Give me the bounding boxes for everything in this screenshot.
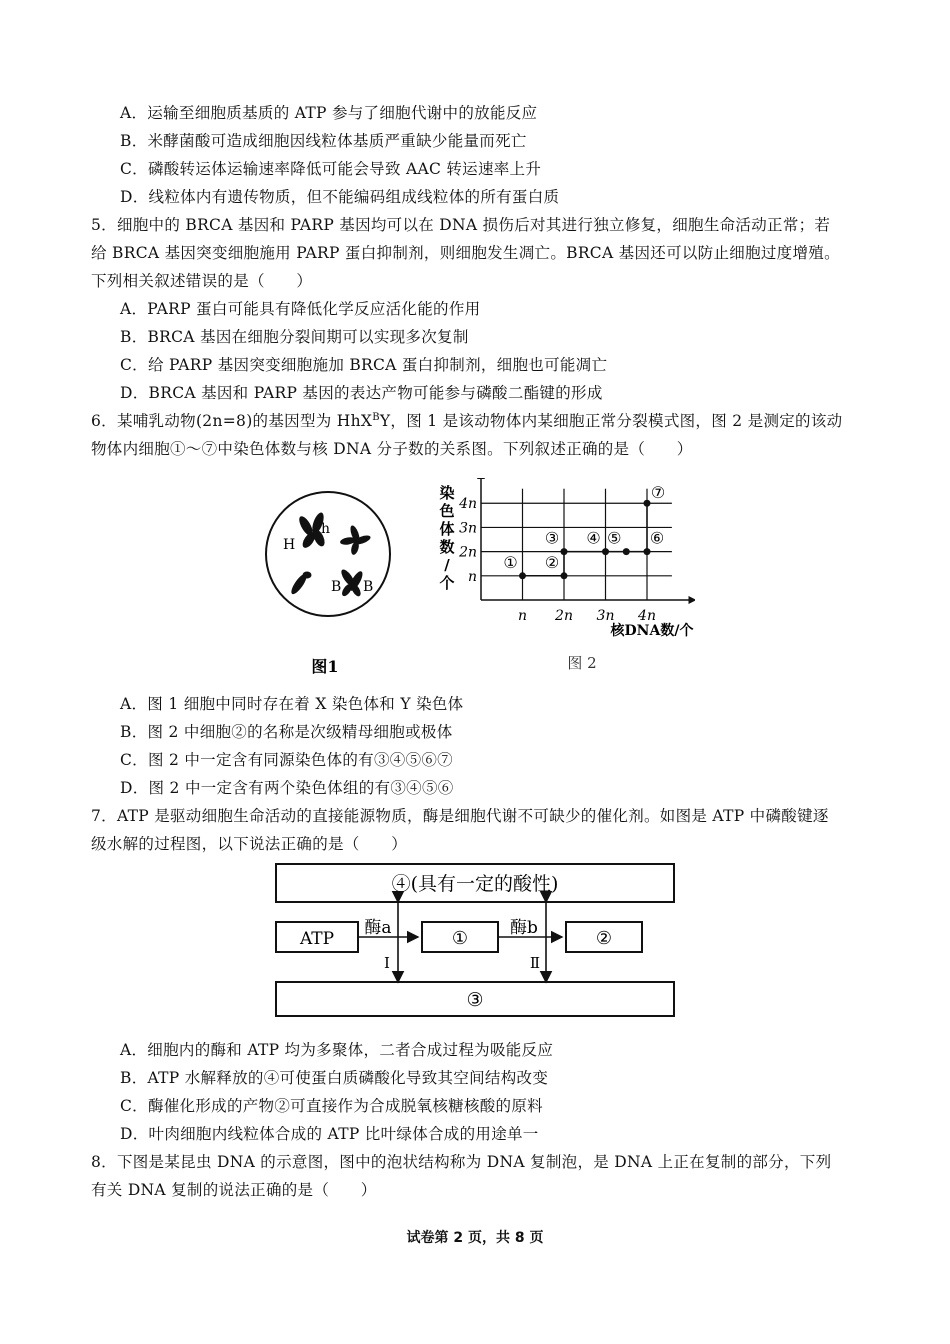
atp-label: ATP xyxy=(299,929,335,949)
q6-option-d: D．图 2 中一定含有两个染色体组的有③④⑤⑥ xyxy=(120,779,454,797)
box-2-label: ② xyxy=(595,928,613,949)
q5-stem-line2: 给 BRCA 基因突变细胞施用 PARP 蛋白抑制剂，则细胞发生凋亡。BRCA 基因还可以防止细胞过度增殖。 xyxy=(91,244,840,262)
data-point-4 xyxy=(602,548,609,555)
x-tick-label: 3n xyxy=(596,608,615,624)
box-1-label: ① xyxy=(451,928,469,949)
data-label-1: ① xyxy=(503,552,518,572)
q6-option-c: C．图 2 中一定含有同源染色体的有③④⑤⑥⑦ xyxy=(120,751,453,769)
q6-stem-part1: 6．某哺乳动物(2n=8)的基因型为 HhX xyxy=(91,412,373,430)
label-h: h xyxy=(321,521,331,537)
q4-option-b: B．米酵菌酸可造成细胞因线粒体基质严重缺少能量而死亡 xyxy=(120,132,527,150)
data-point-5 xyxy=(623,548,630,555)
q5-stem-line3: 下列相关叙述错误的是（ ） xyxy=(91,272,313,290)
q7-stem-line2: 级水解的过程图，以下说法正确的是（ ） xyxy=(91,835,408,853)
label-B-left: B xyxy=(331,579,342,595)
enzyme-b-label: 酶b xyxy=(510,918,538,938)
data-point-1 xyxy=(519,572,526,579)
data-point-2 xyxy=(561,572,568,579)
chromosome-cross xyxy=(340,524,372,555)
y-tick-label: 3n xyxy=(459,520,477,537)
q7-option-d: D．叶肉细胞内线粒体合成的 ATP 比叶绿体合成的用途单一 xyxy=(120,1125,539,1143)
q4-option-d: D．线粒体内有遗传物质，但不能编码组成线粒体的所有蛋白质 xyxy=(120,188,560,206)
chart-ylabel: 染色体数/个 xyxy=(439,484,455,592)
q5-option-c: C．给 PARP 基因突变细胞施加 BRCA 蛋白抑制剂，细胞也可能凋亡 xyxy=(120,356,608,374)
chromosome-bb xyxy=(339,568,365,598)
data-label-3: ③ xyxy=(544,528,560,548)
label-B-right: B xyxy=(363,579,374,595)
q6-stem-line2: 物体内细胞①～⑦中染色体数与核 DNA 分子数的关系图。下列叙述正确的是（ ） xyxy=(91,440,693,458)
data-label-4: ④ xyxy=(586,528,601,548)
figure1-cell xyxy=(255,488,415,688)
q7-stem-line1: 7．ATP 是驱动细胞生命活动的直接能源物质，酶是细胞代谢不可缺少的催化剂。如图是 ATP 中磷酸键逐 xyxy=(91,807,829,825)
q6-stem-superscript: B xyxy=(372,411,380,423)
label-H: H xyxy=(283,537,296,553)
y-tick-label: 2n xyxy=(459,544,477,561)
figure2-chart xyxy=(425,478,695,678)
page-footer: 试卷第 2 页，共 8 页 xyxy=(406,1230,544,1246)
data-point-3 xyxy=(561,548,568,555)
q4-option-a: A．运输至细胞质基质的 ATP 参与了细胞代谢中的放能反应 xyxy=(120,104,538,122)
label-I: I xyxy=(384,954,390,972)
chromosome-j xyxy=(289,572,312,597)
data-label-7: ⑦ xyxy=(650,483,666,503)
q6-option-b: B．图 2 中细胞②的名称是次级精母细胞或极体 xyxy=(120,723,453,741)
y-axis-arrow xyxy=(477,478,485,479)
q7-option-b: B．ATP 水解释放的④可使蛋白质磷酸化导致其空间结构改变 xyxy=(120,1069,549,1087)
x-tick-label: 4n xyxy=(638,608,656,624)
x-tick-label: 2n xyxy=(555,608,573,624)
q5-option-d: D．BRCA 基因和 PARP 基因的表达产物可能参与磷酸二酯键的形成 xyxy=(120,384,603,402)
x-axis-arrow xyxy=(689,596,696,604)
data-label-6: ⑥ xyxy=(649,528,665,548)
atp-hydrolysis-diagram xyxy=(270,860,682,1020)
x-tick-label: n xyxy=(517,608,528,624)
q7-option-c: C．酶催化形成的产物②可直接作为合成脱氧核糖核酸的原料 xyxy=(120,1097,543,1115)
label-II: Ⅱ xyxy=(529,954,541,972)
data-point-7 xyxy=(644,500,651,507)
q8-stem-line1: 8．下图是某昆虫 DNA 的示意图，图中的泡状结构称为 DNA 复制泡，是 DNA 上正在复制的部分，下列 xyxy=(91,1153,832,1171)
top-box-label: ④(具有一定的酸性) xyxy=(391,873,559,895)
q5-option-b: B．BRCA 基因在细胞分裂间期可以实现多次复制 xyxy=(120,328,469,346)
data-point-6 xyxy=(644,548,651,555)
q5-stem-line1: 5．细胞中的 BRCA 基因和 PARP 基因均可以在 DNA 损伤后对其进行独立修复，细胞生命活动正常；若 xyxy=(91,216,831,234)
q6-stem-line1 xyxy=(91,411,842,431)
q7-option-a: A．细胞内的酶和 ATP 均为多聚体，二者合成过程为吸能反应 xyxy=(120,1041,554,1059)
data-label-2: ② xyxy=(544,552,560,572)
q5-option-a: A．PARP 蛋白可能具有降低化学反应活化能的作用 xyxy=(120,300,481,318)
y-tick-label: 4n xyxy=(459,496,477,513)
chart-xlabel: 核DNA数/个 xyxy=(610,623,694,639)
bottom-box-label: ③ xyxy=(466,989,484,1011)
y-tick-label: n xyxy=(467,568,477,585)
q4-option-c: C．磷酸转运体运输速率降低可能会导致 AAC 转运速率上升 xyxy=(120,160,542,178)
q6-option-a: A．图 1 细胞中同时存在着 X 染色体和 Y 染色体 xyxy=(120,695,464,713)
figure1-caption: 图1 xyxy=(311,657,339,676)
q8-stem-line2: 有关 DNA 复制的说法正确的是（ ） xyxy=(91,1181,377,1199)
enzyme-a-label: 酶a xyxy=(364,918,392,938)
figure2-caption: 图 2 xyxy=(567,654,597,672)
data-label-5: ⑤ xyxy=(607,528,622,548)
q6-stem-part2: Y，图 1 是该动物体内某细胞正常分裂模式图，图 2 是测定的该动 xyxy=(379,412,843,430)
